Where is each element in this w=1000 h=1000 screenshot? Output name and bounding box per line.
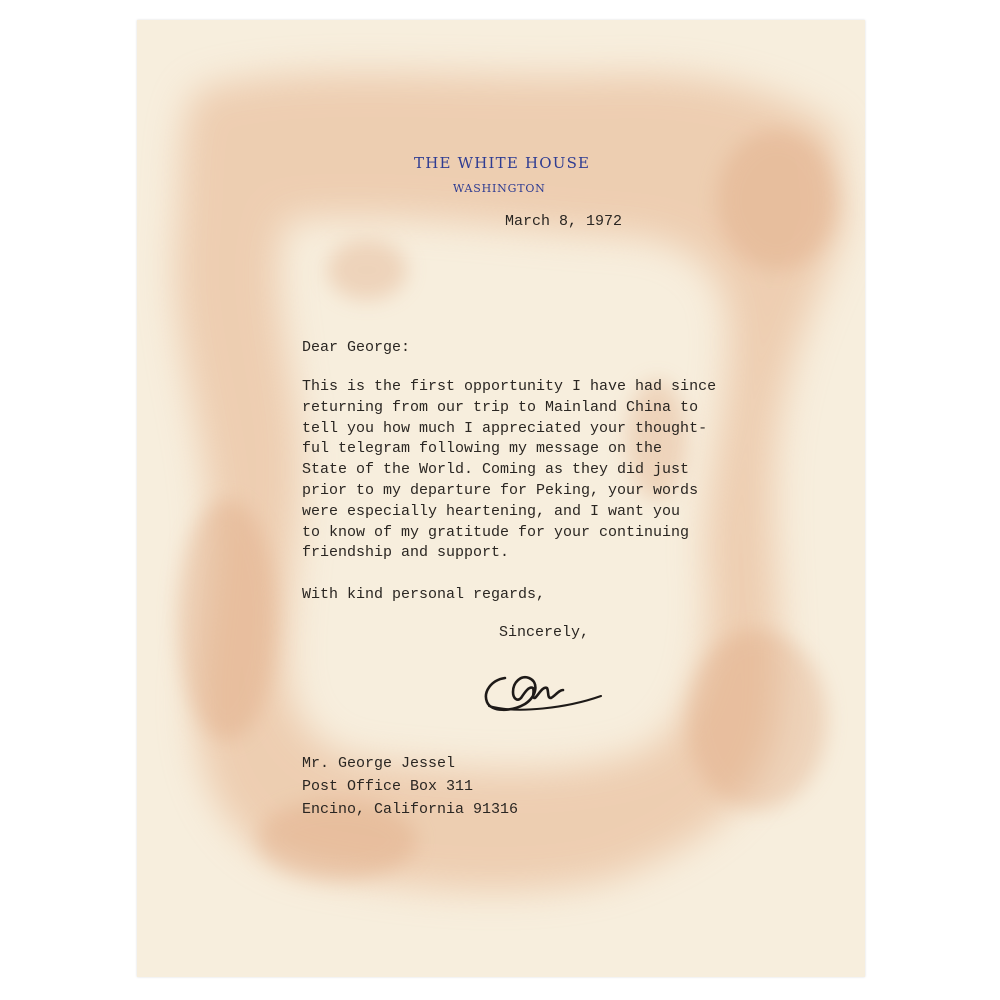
salutation: Dear George:	[302, 339, 411, 356]
body-line: tell you how much I appreciated your thought-	[302, 419, 708, 437]
letter-page	[137, 20, 865, 977]
body-line: friendship and support.	[302, 544, 510, 562]
body-line: were especially heartening, and I want you	[302, 502, 681, 520]
letterhead-title: THE WHITE HOUSE	[414, 154, 591, 172]
valediction: Sincerely,	[499, 624, 590, 641]
address-line: Encino, California 91316	[302, 801, 519, 818]
body-line: State of the World. Coming as they did just	[302, 461, 690, 479]
closing-line: With kind personal regards,	[302, 586, 546, 603]
body-line: returning from our trip to Mainland China to	[302, 398, 699, 416]
body-line: This is the first opportunity I have had since	[302, 378, 717, 395]
recipient-address	[302, 752, 518, 821]
letter-date: March 8, 1972	[505, 213, 623, 230]
body-line: to know of my gratitude for your continuing	[302, 523, 690, 541]
body-line: prior to my departure for Peking, your words	[302, 481, 699, 499]
letterhead-subtitle: WASHINGTON	[453, 182, 546, 195]
address-line: Post Office Box 311	[302, 778, 474, 795]
address-line: Mr. George Jessel	[302, 755, 456, 772]
body-line: ful telegram following my message on the	[302, 440, 663, 458]
signature	[477, 658, 607, 718]
letter-body	[302, 377, 716, 564]
